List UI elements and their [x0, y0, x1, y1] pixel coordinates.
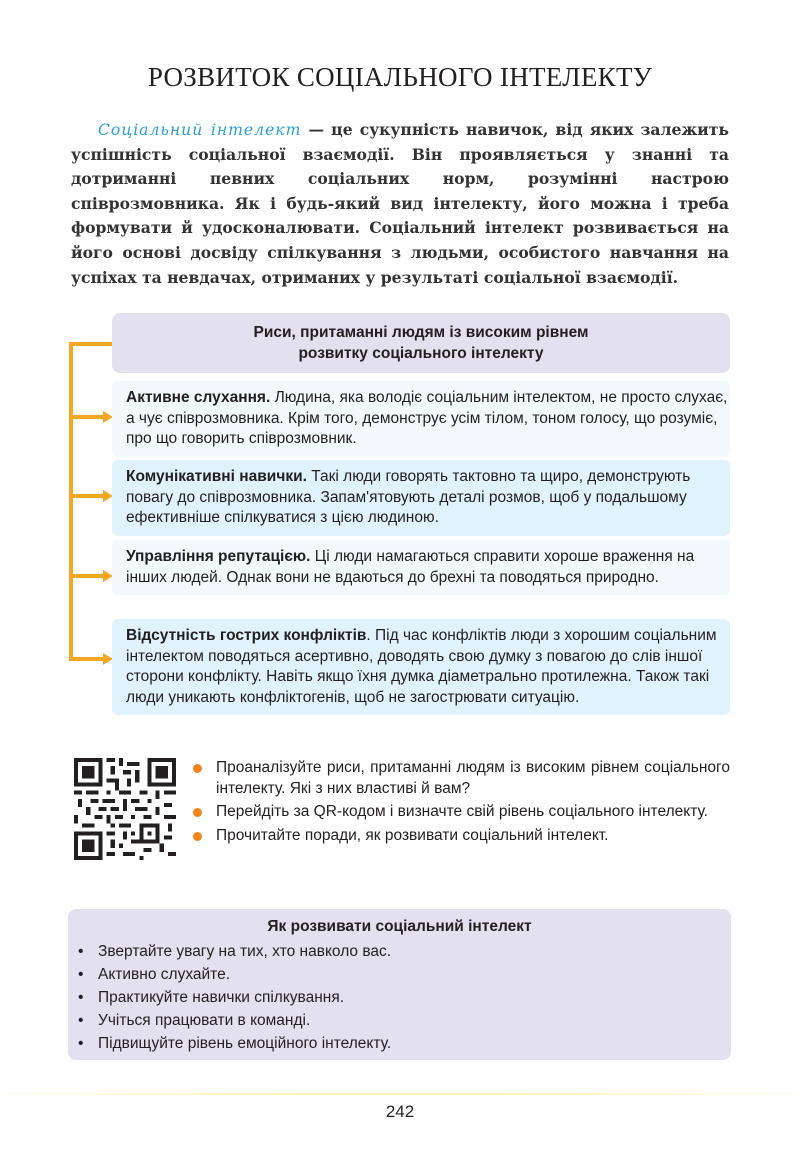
tip-text: Практикуйте навички спілкування. — [98, 989, 345, 1006]
trait-text: Людина, яка володіє соціальним інтелектом, не просто слухає, а чує співрозмовника. Крім того, демонструє усім тілом, тоном голосу, що розуміє, про що говорить співрозмовник. — [126, 389, 728, 447]
traits-header-line2: розвитку соціального інтелекту — [298, 345, 544, 362]
tip-item — [76, 1032, 391, 1055]
bracket-arrow-1 — [69, 415, 105, 419]
bullet-icon — [193, 764, 202, 773]
task-item — [192, 802, 730, 823]
bullet-icon: • — [78, 943, 84, 960]
tip-text: Учіться працювати в команді. — [98, 1012, 311, 1029]
trait-text: . Під час конфліктів люди з хорошим соціальним інтелектом поводяться асертивно, доводять свою думку з повагою до слів іншої сторони конфлікту. Навіть якщо їхня думка діаметрально протилежна. Також такі люди уникають конфліктогенів, щоб не загострювати ситуацію. — [126, 627, 717, 706]
tip-text: Активно слухайте. — [98, 966, 231, 983]
trait-card-active-listening — [112, 381, 730, 457]
bracket-arrow-3 — [69, 574, 105, 578]
bracket-line — [69, 342, 73, 660]
task-list — [192, 758, 730, 849]
bracket-top — [69, 342, 112, 346]
trait-title: Активне слухання. — [126, 389, 271, 406]
intro-term: Соціальний інтелект — [98, 121, 302, 139]
task-text: Проаналізуйте риси, притаманні людям із високим рівнем соціального інтелекту. Які з них властиві й вам? — [216, 759, 730, 797]
trait-text: Ці люди намагаються справити хороше враження на інших людей. Однак вони не вдаються до брехні та поводяться природно. — [126, 548, 695, 586]
tip-text: Звертайте увагу на тих, хто навколо вас. — [98, 943, 392, 960]
task-text: Прочитайте поради, як розвивати соціальний інтелект. — [216, 826, 609, 844]
bullet-icon: • — [78, 989, 84, 1006]
bullet-icon — [193, 832, 202, 841]
task-text: Перейдіть за QR-кодом і визначте свій рівень соціального інтелекту. — [216, 803, 708, 820]
page-title: РОЗВИТОК СОЦІАЛЬНОГО ІНТЕЛЕКТУ — [147, 62, 653, 92]
bullet-icon: • — [78, 1012, 84, 1029]
trait-card-reputation — [112, 540, 730, 595]
bracket-arrow-4 — [69, 657, 105, 661]
bullet-icon: • — [78, 1035, 84, 1052]
task-item — [192, 758, 730, 799]
tips-panel — [68, 909, 731, 1060]
trait-title: Комунікативні навички. — [126, 468, 307, 485]
tip-item — [76, 1009, 391, 1032]
tip-item — [76, 986, 391, 1009]
tip-item — [76, 940, 391, 963]
traits-header — [112, 313, 730, 373]
qr-code-icon[interactable] — [74, 758, 176, 860]
footer-divider — [0, 1093, 800, 1095]
trait-text: Такі люди говорять тактовно та щиро, демонструють повагу до співрозмовника. Запам'ятовують деталі розмов, щоб у подальшому ефективніше спілкуватися з цією людиною. — [126, 468, 691, 526]
page-number: 242 — [385, 1102, 415, 1121]
trait-title: Управління репутацією. — [126, 548, 311, 565]
trait-card-no-conflicts — [112, 619, 730, 715]
bullet-icon: • — [78, 966, 84, 983]
task-item — [192, 826, 730, 847]
trait-card-communication — [112, 460, 730, 536]
tips-list — [76, 940, 391, 1055]
intro-text: — це сукупність навичок, від яких залежить успішність соціальної взаємодії. Він проявляється у знанні та дотриманні певних соціальних норм, розумінні настрою співрозмовника. Як і будь-який вид інтелекту, його можна і треба формувати й удосконалювати. Соціальний інтелект розвивається на його основі досвіду спілкування з людьми, особистого навчання на успіхах та невдачах, отриманих у результаті соціальної взаємодії. — [71, 120, 729, 287]
tip-text: Підвищуйте рівень емоційного інтелекту. — [98, 1035, 392, 1052]
bullet-icon — [193, 808, 202, 817]
tip-item — [76, 963, 391, 986]
intro-paragraph — [71, 118, 729, 290]
trait-title: Відсутність гострих конфліктів — [126, 627, 367, 644]
tips-title: Як розвивати соціальний інтелект — [267, 918, 532, 935]
traits-header-line1: Риси, притаманні людям із високим рівнем — [253, 324, 589, 341]
bracket-arrow-2 — [69, 494, 105, 498]
